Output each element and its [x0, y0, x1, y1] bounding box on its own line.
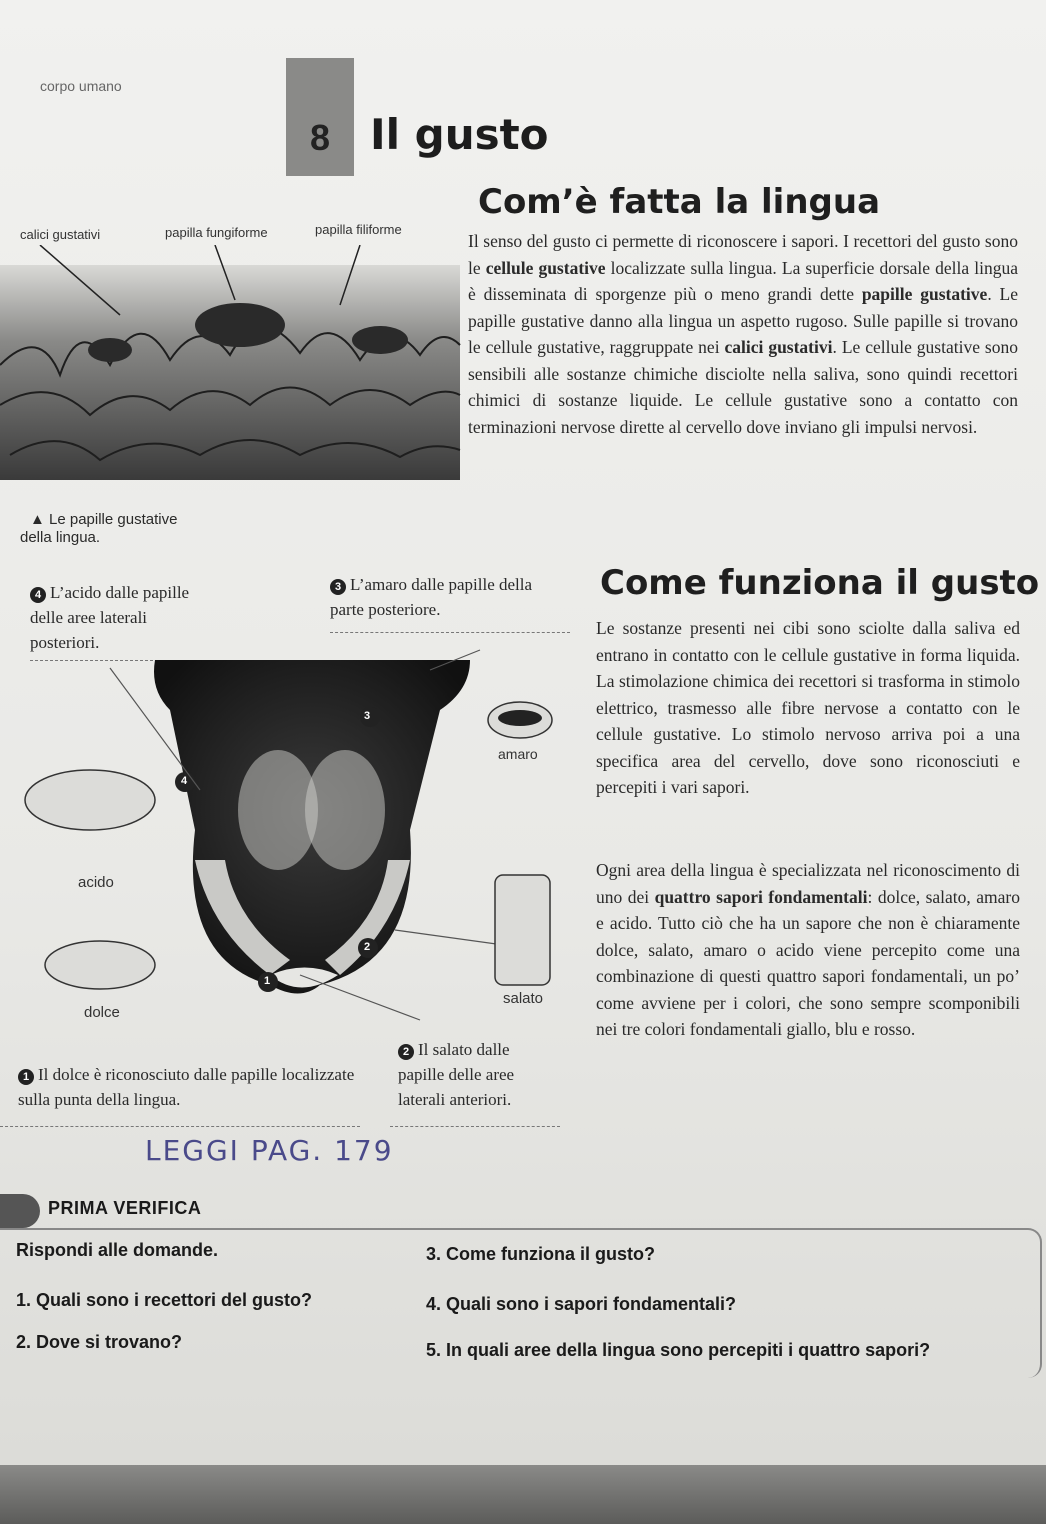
callout-number-2: 2	[398, 1044, 414, 1060]
callout-number-4: 4	[30, 587, 46, 603]
zone-number-4: 4	[181, 775, 188, 787]
section2-paragraph1: Le sostanze presenti nei cibi sono sciolte dalla saliva ed entrano in contatto con le cellule gustative in forma liquida. La stimolazione chimica dei recettori si trasforma in stimolo elettrico, trasmesso alle fibre nervose a contatto con le cellule gustative. Lo stimolo nervoso arriva poi a una specifica area del cervello, dove sono riconosciuti e percepiti i vari sapori.	[596, 618, 1020, 797]
question-5: 5. In quali aree della lingua sono percepiti i quattro sapori?	[426, 1340, 931, 1360]
handwritten-note: LEGGI PAG. 179	[145, 1134, 394, 1167]
papillae-figure	[0, 205, 470, 546]
callout-1-text: Il dolce è riconosciuto dalle papille localizzate sulla punta della lingua.	[18, 1065, 355, 1109]
taste-map-figure	[0, 560, 580, 1140]
callout-2	[398, 1037, 558, 1112]
callout-1-divider	[0, 1126, 360, 1127]
callout-2-divider	[390, 1126, 560, 1127]
verifica-instruction: Rispondi alle domande.	[16, 1240, 219, 1260]
taste-label-amaro: amaro	[498, 746, 538, 762]
question-2: 2. Dove si trovano?	[16, 1332, 183, 1352]
taste-label-dolce: dolce	[84, 1004, 120, 1021]
callout-number-1: 1	[18, 1069, 34, 1085]
taste-label-salato: salato	[503, 990, 544, 1007]
question-1: 1. Quali sono i recettori del gusto?	[16, 1290, 313, 1310]
chapter-number-badge: 8	[286, 58, 354, 176]
tongue-illustration	[0, 630, 580, 1030]
chapter-title: Il gusto	[370, 110, 549, 159]
question-4: 4. Quali sono i sapori fondamentali?	[426, 1294, 737, 1314]
zone-number-3: 3	[364, 710, 371, 722]
callout-1	[18, 1062, 358, 1112]
zone-number-2: 2	[364, 941, 371, 953]
taste-label-acido: acido	[78, 874, 114, 891]
verifica-title: PRIMA VERIFICA	[48, 1198, 202, 1218]
section2-heading: Come funziona il gusto	[600, 563, 1040, 603]
figure1-caption-line2: della lingua.	[20, 529, 101, 546]
label-filiforme: papilla filiforme	[315, 222, 402, 237]
section1-paragraph: Il senso del gusto ci permette di riconoscere i sapori. I recettori del gusto sono le cellule gustative localizzate sulla lingua. La superficie dorsale della lingua è disseminata di sporgenze più o meno grandi dette papille gustative. Le papille gustative danno alla lingua un aspetto rugoso. Sulle papille si trovano le cellule gustative, raggruppate nei calici gustativi. Le cellule gustative sono sensibili alle sostanze chimiche disciolte nella saliva, sono quindi recettori chimici di sostanze liquide. Le cellule gustative sono a contatto con terminazioni nervose dirette al cervello dove inviano gli impulsi nervosi.	[468, 231, 1018, 437]
label-calici: calici gustativi	[20, 227, 101, 242]
question-3: 3. Come funziona il gusto?	[426, 1244, 655, 1264]
figure1-caption-line1: ▲ Le papille gustative	[30, 511, 178, 528]
section2-paragraph2: Ogni area della lingua è specializzata nel riconoscimento di uno dei quattro sapori fondamentali: dolce, salato, amaro e acido. Tutto ciò che ha un sapore che non è chiaramente dolce, salato, amaro o acido viene percepito come una combinazione di questi quattro sapori fondamentali, un po’ come avviene per i colori, che sono sempre scomponibili nei tre colori fondamentali giallo, blu e rosso.	[596, 860, 1020, 1039]
running-header: corpo umano	[40, 78, 122, 94]
background-surface	[0, 1465, 1046, 1524]
verifica-box	[0, 1180, 1046, 1400]
zone-number-1: 1	[264, 975, 271, 987]
callout-3-text: L’amaro dalle papille della parte posteriore.	[330, 575, 533, 619]
callout-3	[330, 572, 555, 622]
callout-number-3: 3	[330, 579, 346, 595]
callout-4-text: L’acido dalle papille delle aree laterali posteriori.	[30, 583, 190, 652]
label-fungiforme: papilla fungiforme	[165, 225, 268, 240]
section1-heading: Com’è fatta la lingua	[478, 182, 881, 222]
callout-2-text: Il salato dalle papille delle aree laterali anteriori.	[398, 1040, 515, 1109]
verifica-arrow-icon	[0, 1194, 40, 1228]
papillae-illustration	[0, 245, 470, 485]
